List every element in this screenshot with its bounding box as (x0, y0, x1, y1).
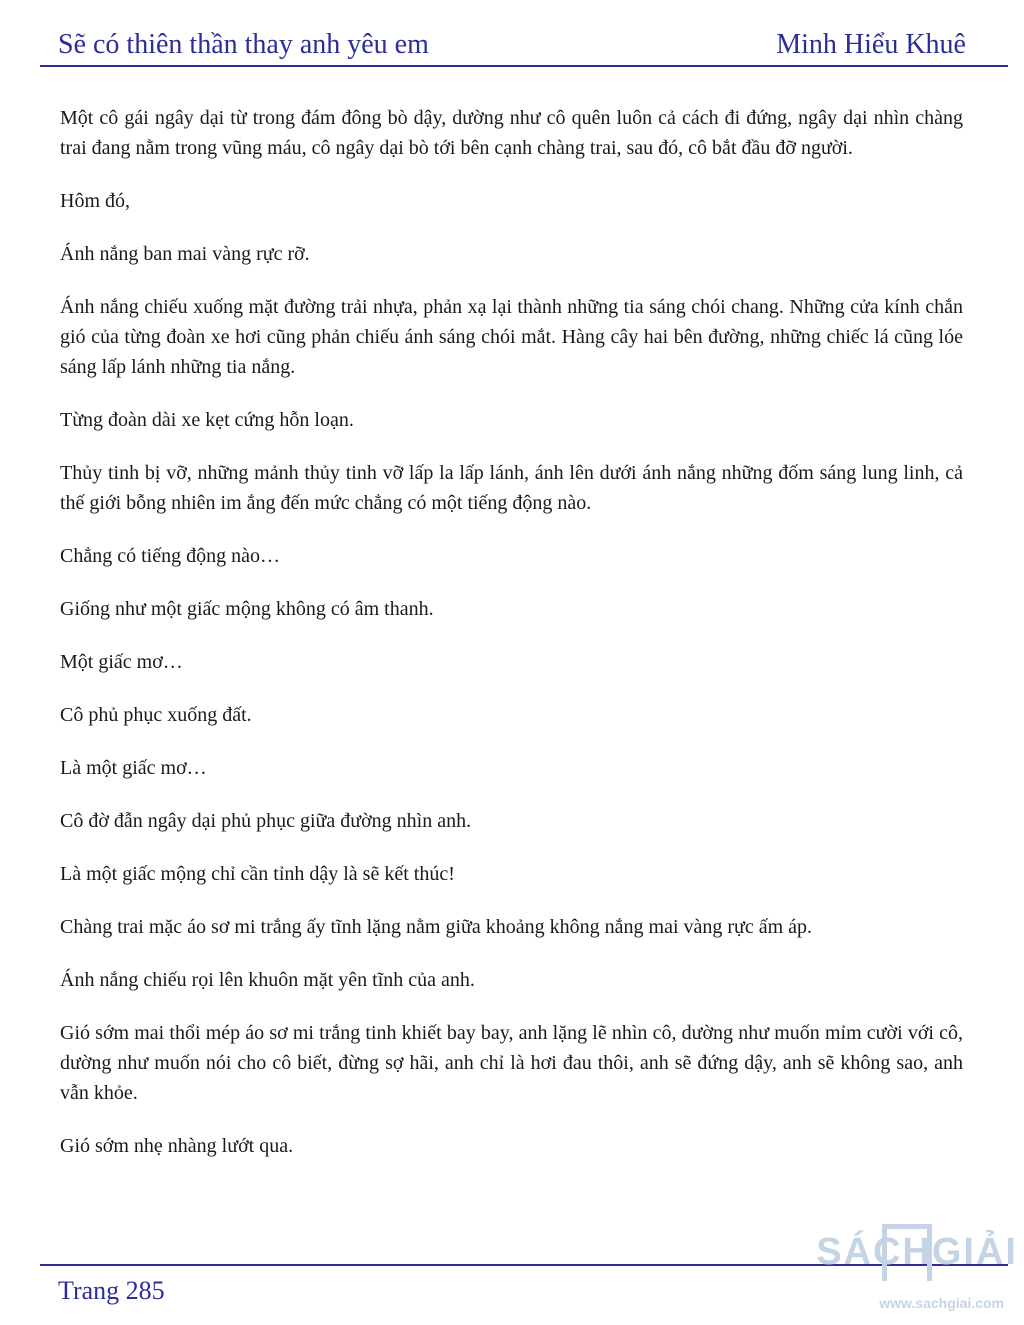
page-header (58, 24, 966, 64)
author-name: Minh Hiểu Khuê (776, 29, 966, 60)
paragraph: Từng đoàn dài xe kẹt cứng hỗn loạn. (60, 409, 354, 431)
paragraph: Cô đờ đẫn ngây dại phủ phục giữa đường nhìn anh. (60, 810, 472, 832)
paragraph: Cô phủ phục xuống đất. (60, 704, 252, 726)
book-title: Sẽ có thiên thần thay anh yêu em (58, 29, 429, 60)
body-text (60, 103, 963, 1184)
paragraph: Ánh nắng ban mai vàng rực rỡ. (60, 243, 310, 265)
paragraph: Là một giấc mộng chỉ cần tỉnh dậy là sẽ kết thúc! (60, 863, 455, 885)
paragraph: Giống như một giấc mộng không có âm thanh. (60, 598, 434, 620)
paragraph: Chẳng có tiếng động nào… (60, 545, 280, 567)
paragraph: Là một giấc mơ… (60, 757, 207, 779)
paragraph: Thủy tinh bị vỡ, những mảnh thủy tinh vỡ lấp la lấp lánh, ánh lên dưới ánh nắng những đốm sáng lung linh, cả thế giới bỗng nhiên im ắng đến mức chẳng có một tiếng động nào. (60, 462, 963, 514)
paragraph: Một cô gái ngây dại từ trong đám đông bò dậy, dường như cô quên luôn cả cách đi đứng, ngây dại nhìn chàng trai đang nằm trong vũng máu, cô ngây dại bò tới bên cạnh chàng trai, sau đó, cô bắt đầu đỡ người. (60, 107, 963, 159)
paragraph: Chàng trai mặc áo sơ mi trắng ấy tĩnh lặng nằm giữa khoảng không nắng mai vàng rực ấm áp. (60, 916, 813, 938)
paragraph: Gió sớm mai thổi mép áo sơ mi trắng tinh khiết bay bay, anh lặng lẽ nhìn cô, dường như muốn mỉm cười với cô, dường như muốn nói cho cô biết, đừng sợ hãi, anh chỉ là hơi đau thôi, anh sẽ đứng dậy, anh sẽ không sao, anh vẫn khỏe. (60, 1022, 963, 1104)
watermark-url: www.sachgiai.com (879, 1295, 1004, 1311)
paragraph: Gió sớm nhẹ nhàng lướt qua. (60, 1135, 294, 1157)
paragraph: Ánh nắng chiếu xuống mặt đường trải nhựa, phản xạ lại thành những tia sáng chói chang. Những cửa kính chắn gió của từng đoàn xe hơi cũng phản chiếu ánh sáng chói mắt. Hàng cây hai bên đường, những chiếc lá cũng lóe sáng lấp lánh những tia nắng. (60, 296, 963, 378)
header-divider (40, 65, 1008, 67)
paragraph: Hôm đó, (60, 190, 130, 212)
page-number: Trang 285 (58, 1276, 165, 1305)
paragraph: Ánh nắng chiếu rọi lên khuôn mặt yên tĩnh của anh. (60, 969, 475, 991)
watermark-brand: SÁCHGIẢI (816, 1231, 1018, 1273)
paragraph: Một giấc mơ… (60, 651, 183, 673)
watermark-logo (814, 1222, 1024, 1318)
